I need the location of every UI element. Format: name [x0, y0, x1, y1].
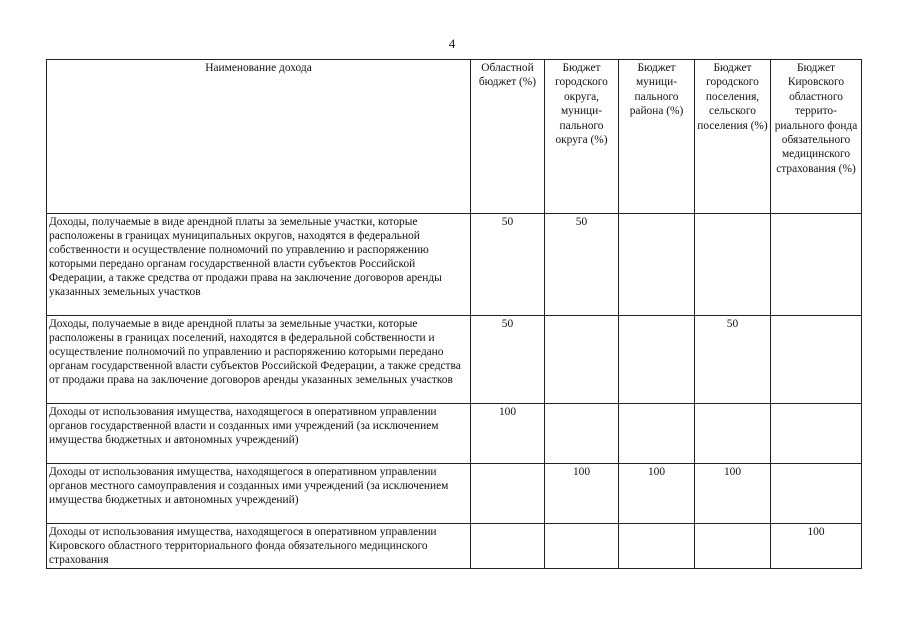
value-cell-settlement: 50 — [695, 316, 771, 404]
header-municipal-district-budget: Бюджет муници-пального района (%) — [619, 60, 695, 214]
value-cell-city-district — [545, 316, 619, 404]
value-cell-medical-fund — [771, 316, 862, 404]
income-name-cell: Доходы от использования имущества, находящегося в оперативном управлении органов местного самоуправления и созданных ими учреждений (за исключением имущества бюджетных и автономных учреждений) — [47, 464, 471, 524]
value-cell-municipal-district — [619, 316, 695, 404]
value-cell-regional — [471, 464, 545, 524]
value-cell-settlement — [695, 524, 771, 569]
value-cell-regional — [471, 524, 545, 569]
header-medical-insurance-fund-budget: Бюджет Кировского областного террито-риального фонда обязательного медицинского страхования (%) — [771, 60, 862, 214]
value-cell-settlement — [695, 214, 771, 316]
header-settlement-budget: Бюджет городского поселения, сельского поселения (%) — [695, 60, 771, 214]
value-cell-medical-fund — [771, 404, 862, 464]
page-number: 4 — [448, 36, 456, 51]
income-name-cell: Доходы, получаемые в виде арендной платы за земельные участки, которые расположены в границах муниципальных округов, находятся в федеральной собственности и осуществление полномочий по управлению и распоряжению которыми передано органам государственной власти субъектов Российской Федерации, а также средства от продажи права на заключение договоров аренды указанных земельных участков — [47, 214, 471, 316]
value-cell-municipal-district: 100 — [619, 464, 695, 524]
table-row — [47, 214, 862, 316]
value-cell-regional: 50 — [471, 316, 545, 404]
header-income-name: Наименование дохода — [47, 60, 471, 214]
value-cell-settlement — [695, 404, 771, 464]
value-cell-settlement: 100 — [695, 464, 771, 524]
revenue-distribution-table — [46, 59, 862, 569]
value-cell-municipal-district — [619, 524, 695, 569]
value-cell-medical-fund: 100 — [771, 524, 862, 569]
value-cell-regional: 50 — [471, 214, 545, 316]
table-row — [47, 404, 862, 464]
value-cell-medical-fund — [771, 464, 862, 524]
income-name-cell: Доходы от использования имущества, находящегося в оперативном управлении Кировского областного территориального фонда обязательного медицинского страхования — [47, 524, 471, 569]
table-row — [47, 316, 862, 404]
table-row — [47, 464, 862, 524]
income-name-cell: Доходы, получаемые в виде арендной платы за земельные участки, которые расположены в границах поселений, находятся в федеральной собственности и осуществление полномочий по управлению и распоряжению которыми передано органам государственной власти субъектов Российской Федерации, а также средства от продажи права на заключение договоров аренды указанных земельных участков — [47, 316, 471, 404]
value-cell-municipal-district — [619, 214, 695, 316]
value-cell-medical-fund — [771, 214, 862, 316]
income-name-cell: Доходы от использования имущества, находящегося в оперативном управлении органов государственной власти и созданных ими учреждений (за исключением имущества бюджетных и автономных учреждений) — [47, 404, 471, 464]
table-header-row — [47, 60, 862, 214]
value-cell-city-district — [545, 404, 619, 464]
value-cell-city-district: 50 — [545, 214, 619, 316]
header-city-district-budget: Бюджет городского округа, муници-пального округа (%) — [545, 60, 619, 214]
header-regional-budget: Областной бюджет (%) — [471, 60, 545, 214]
value-cell-municipal-district — [619, 404, 695, 464]
value-cell-regional: 100 — [471, 404, 545, 464]
value-cell-city-district: 100 — [545, 464, 619, 524]
value-cell-city-district — [545, 524, 619, 569]
table-row — [47, 524, 862, 569]
